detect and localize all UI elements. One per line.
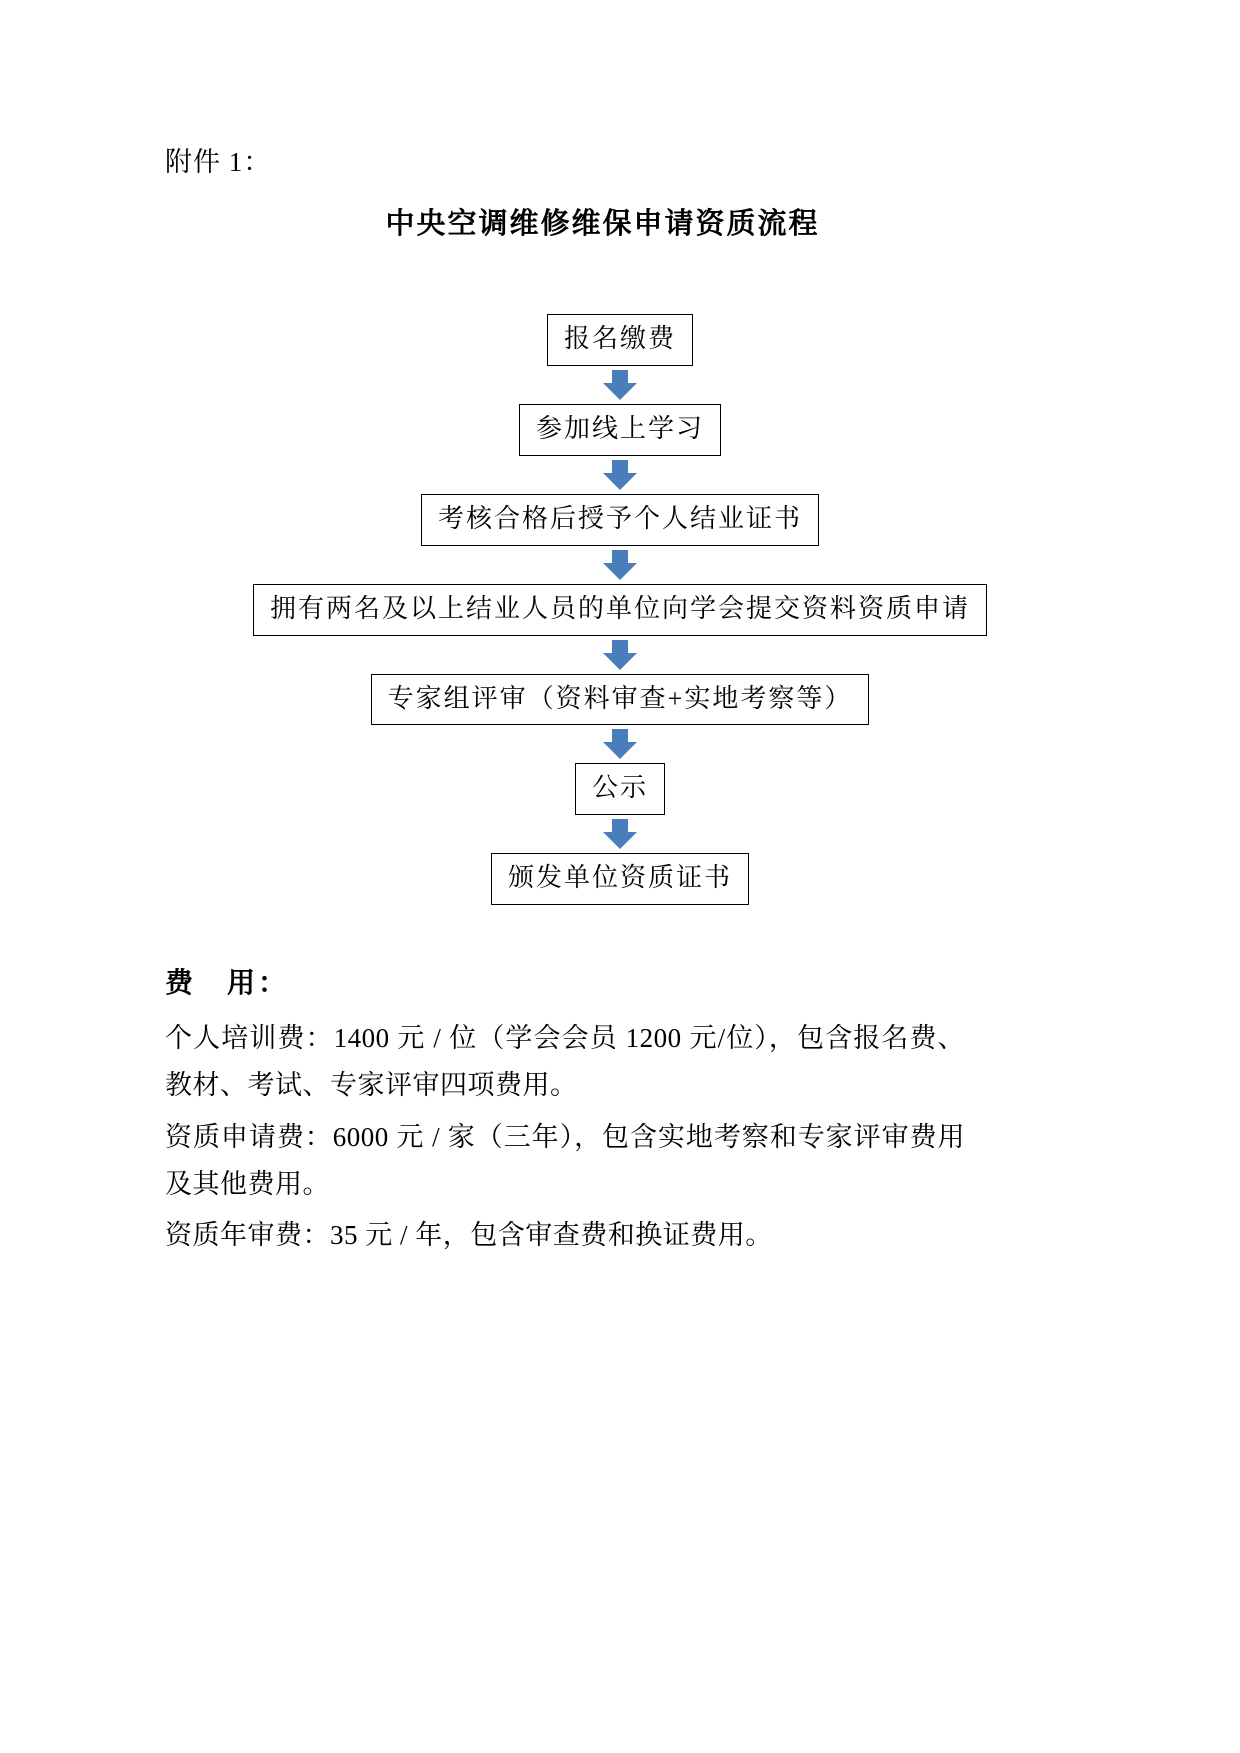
arrow-down-icon-1 (603, 370, 637, 400)
flow-node-3: 考核合格后授予个人结业证书 (421, 494, 819, 546)
arrow-down-icon-2 (603, 460, 637, 490)
arrow-down-icon-3 (603, 550, 637, 580)
fees-heading: 费 用： (165, 968, 290, 1000)
fees-section (165, 961, 965, 1259)
fees-paragraph-2: 资质申请费：6000 元 / 家（三年），包含实地考察和专家评审费用及其他费用。 (165, 1121, 965, 1199)
attachment-label: 附件 1： (165, 147, 272, 177)
arrow-down-icon-6 (603, 819, 637, 849)
arrow-down-icon-4 (603, 640, 637, 670)
flow-node-6: 公示 (575, 763, 665, 815)
fees-paragraph-1: 个人培训费：1400 元 / 位（学会会员 1200 元/位），包含报名费、教材、考试、专家评审四项费用。 (165, 1023, 965, 1101)
flowchart (165, 314, 1075, 905)
flow-node-4: 拥有两名及以上结业人员的单位向学会提交资料资质申请 (253, 584, 987, 636)
arrow-down-icon-5 (603, 729, 637, 759)
page-title: 中央空调维修维保申请资质流程 (385, 208, 820, 240)
flow-node-1: 报名缴费 (547, 314, 693, 366)
flow-node-2: 参加线上学习 (519, 404, 721, 456)
flow-node-5: 专家组评审（资料审查+实地考察等） (371, 674, 870, 726)
fees-paragraph-3: 资质年审费：35 元 / 年，包含审查费和换证费用。 (165, 1220, 773, 1251)
flow-node-7: 颁发单位资质证书 (491, 853, 749, 905)
